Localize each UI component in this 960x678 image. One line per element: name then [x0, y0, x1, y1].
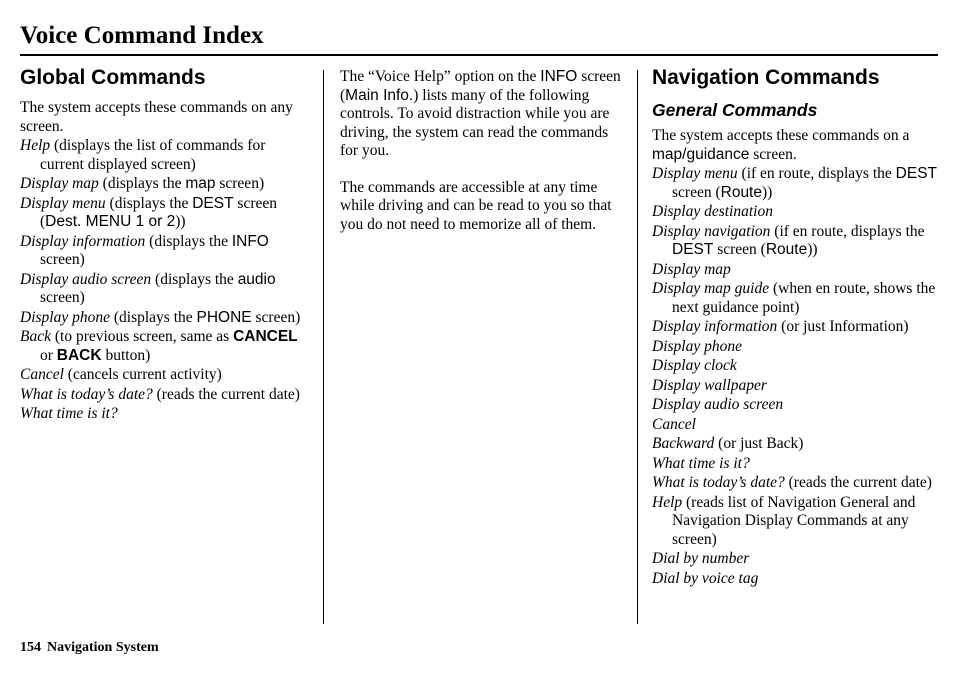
command-name: Cancel [652, 415, 696, 433]
screen-key: INFO [540, 68, 578, 85]
screen-key: DEST [192, 194, 234, 212]
screen-key: DEST [672, 241, 714, 258]
section-name: Navigation System [47, 640, 159, 655]
command-name: Display phone [652, 337, 742, 355]
command-item [652, 357, 942, 376]
column-divider-2 [637, 70, 638, 624]
command-name: Display phone [20, 308, 110, 326]
page-number: 154 [20, 640, 41, 655]
command-item: Display map guide (when en route, shows the next guidance point) [652, 280, 936, 316]
command-item [652, 203, 942, 222]
button-key: BACK [56, 346, 102, 364]
global-commands-heading: Global Commands [20, 66, 206, 89]
command-name: Help [652, 493, 683, 511]
voice-help-paragraph: The “Voice Help” option on the INFO screen (Main Info.) lists many of the following controls. To avoid distraction while you are driving, the system can read the commands for you. [340, 68, 621, 159]
command-item: Display audio screen (displays the audio screen) [20, 270, 276, 306]
screen-key: map/guidance [652, 145, 750, 163]
general-commands-subheading: General Commands [652, 100, 818, 120]
command-item [652, 550, 942, 569]
button-key: CANCEL [233, 328, 298, 345]
command-name: Display audio screen [652, 396, 784, 413]
command-name: Display map [20, 175, 99, 192]
command-item: Display menu (if en route, displays the DEST screen (Route)) [652, 165, 937, 201]
command-name: Display destination [652, 203, 773, 220]
command-name: Display map [652, 260, 731, 278]
page-title: Voice Command Index [20, 22, 264, 49]
command-item [652, 396, 942, 415]
command-name: Help [20, 137, 51, 154]
command-name: Display map guide [652, 280, 770, 297]
command-name: Display clock [652, 357, 737, 374]
command-item [652, 455, 942, 474]
command-name: Display information [20, 232, 146, 250]
command-name: Display audio screen [20, 270, 152, 288]
command-name: Dial by number [652, 550, 750, 567]
screen-key: DEST [895, 165, 937, 182]
screen-key: Dest. MENU 1 or 2 [45, 213, 176, 230]
command-name: Display menu [20, 194, 106, 212]
navigation-commands-heading: Navigation Commands [652, 66, 880, 89]
command-name: What is today’s date? [652, 474, 785, 491]
command-name: What time is it? [652, 454, 750, 472]
command-item [652, 416, 942, 435]
voice-help-column [340, 68, 630, 235]
column-divider-1 [323, 70, 324, 624]
command-item: Display information (or just Information) [652, 318, 909, 335]
command-name: Display navigation [652, 222, 771, 240]
command-item: Display menu (displays the DEST screen (Dest. MENU 1 or 2)) [20, 194, 278, 230]
command-item: Help (displays the list of commands for current displayed screen) [20, 137, 266, 173]
command-name: Display menu [652, 165, 738, 182]
command-item [20, 405, 310, 424]
screen-key: map [185, 175, 216, 192]
screen-key: Main Info. [345, 86, 414, 104]
command-name: What is today’s date? [20, 385, 153, 403]
accessibility-paragraph: The commands are accessible at any time while driving and can be read to you so that you do not need to memorize all of them. [340, 178, 612, 233]
global-intro: The system accepts these commands on any screen. [20, 99, 293, 135]
command-item: Cancel (cancels current activity) [20, 366, 222, 383]
command-name: Backward [652, 435, 715, 452]
command-item: Display information (displays the INFO screen) [20, 232, 269, 268]
screen-key: Route [720, 183, 762, 201]
command-item: Backward (or just Back) [652, 435, 804, 452]
command-item [652, 338, 942, 357]
command-item: Display map (displays the map screen) [20, 175, 265, 192]
command-item: What is today’s date? (reads the current date) [652, 474, 932, 491]
command-item: Display phone (displays the PHONE screen) [20, 308, 301, 326]
command-name: What time is it? [20, 405, 118, 422]
navigation-commands-column [652, 66, 942, 589]
command-name: Back [20, 328, 51, 345]
screen-key: Route [765, 241, 808, 258]
command-item: Back (to previous screen, same as CANCEL or BACK button) [20, 328, 298, 364]
screen-key: INFO [231, 232, 269, 250]
command-item: Help (reads list of Navigation General and Navigation Display Commands at any screen) [652, 493, 916, 548]
command-name: Display wallpaper [652, 376, 767, 394]
page-footer [20, 640, 165, 656]
navigation-intro: The system accepts these commands on a map/guidance screen. [652, 127, 910, 163]
command-name: Display information [652, 318, 778, 335]
screen-key: audio [237, 270, 276, 288]
command-item [652, 570, 942, 589]
screen-key: PHONE [196, 308, 252, 326]
command-name: Cancel [20, 366, 64, 383]
command-item: What is today’s date? (reads the current date) [20, 385, 300, 403]
command-name: Dial by voice tag [652, 569, 759, 587]
header-rule [20, 54, 938, 56]
command-item [652, 261, 942, 280]
command-item: Display navigation (if en route, displays the DEST screen (Route)) [652, 222, 925, 258]
global-commands-column [20, 66, 310, 425]
command-item [652, 377, 942, 396]
